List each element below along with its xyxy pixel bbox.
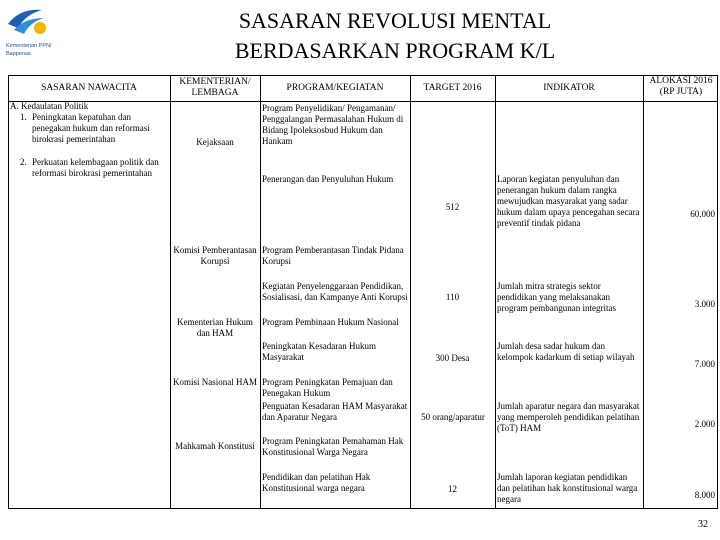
lembaga-komnasham: Komisi Nasional HAM — [173, 377, 257, 387]
indikator-item: Laporan kegiatan penyuluhan dan penerangan hukum dalam rangka mewujudkan masyarakat yang sadar hukum dalam upaya pencegahan secara preventif tindak pidana — [497, 174, 640, 228]
target-value: 512 — [445, 202, 460, 212]
page-number: 32 — [698, 519, 708, 530]
indikator-item: Jumlah desa sadar hukum dan kelompok kadarkum di setiap wilayah — [497, 341, 635, 362]
program-item: Program Pemberantasan Tindak Pidana Korupsi — [262, 245, 404, 266]
target-value: 12 — [448, 484, 457, 494]
program-item: Pendidikan dan pelatihan Hak Konstitusional warga negara — [262, 472, 371, 493]
alokasi-value: 7.000 — [694, 359, 715, 369]
sasaran-item-number: 2. — [20, 157, 27, 167]
sasaran-cell — [10, 101, 168, 179]
table-bottom-border — [8, 508, 718, 509]
sasaran-item-number: 1. — [20, 112, 27, 122]
sasaran-heading: A. Kedaulatan Politik — [10, 101, 89, 111]
program-item: Kegiatan Penyelenggaraan Pendidikan, Sosialisasi, dan Kampanye Anti Korupsi — [262, 281, 408, 302]
lembaga-mk: Mahkamah Konstitusi — [175, 441, 255, 451]
indikator-item: Jumlah laporan kegiatan pendidikan dan pelatihan hak konstitusional warga negara — [497, 472, 638, 504]
table-col-border — [8, 75, 9, 508]
indikator-item: Jumlah aparatur negara dan masyarakat yang memperoleh pendidikan pelatihan (ToT) HAM — [497, 401, 640, 433]
program-item: Peningkatan Kesadaran Hukum Masyarakat — [262, 341, 376, 362]
alokasi-value: 60.000 — [690, 209, 715, 219]
lembaga-kpk: Komisi Pemberantasan Korupsi — [173, 245, 257, 266]
header-sasaran: SASARAN NAWACITA — [41, 83, 137, 93]
table-col-border — [717, 75, 718, 508]
indikator-item: Jumlah mitra strategis sektor pendidikan yang melaksanakan program pembangunan integritas — [497, 281, 616, 313]
header-target: TARGET 2016 — [423, 83, 482, 93]
sasaran-item — [10, 157, 168, 179]
program-item: Program Penyelidikan/ Pengamanan/ Penggalangan Permasalahan Hukum di Bidang Ipoleksosbud Hukum dan Hankam — [262, 103, 404, 146]
table-top-border — [8, 75, 718, 76]
header-alokasi: ALOKASI 2016 (RP JUTA) — [649, 76, 713, 97]
sasaran-item-text: Peningkatan kepatuhan dan penegakan hukum dan reformasi birokrasi pemerintahan — [32, 112, 150, 144]
logo-text-line2: Bappenas — [6, 51, 31, 57]
table-col-border — [410, 75, 411, 508]
alokasi-value: 2.000 — [694, 419, 715, 429]
kementerian-logo — [4, 4, 84, 74]
bappenas-emblem-icon — [4, 4, 48, 38]
title-line-2: BERDASARKAN PROGRAM K/L — [234, 38, 556, 63]
program-item: Penguatan Kesadaran HAM Masyarakat dan Aparatur Negara — [262, 401, 408, 422]
header-indikator: INDIKATOR — [543, 83, 595, 93]
target-value: 110 — [445, 292, 460, 302]
title-line-1: SASARAN REVOLUSI MENTAL — [238, 8, 552, 33]
sasaran-item-text: Perkuatan kelembagaan politik dan reformasi birokrasi pemerintahan — [32, 157, 159, 178]
alokasi-value: 8.000 — [694, 490, 715, 500]
logo-text-line1: Kementerian PPN/ — [6, 43, 52, 49]
lembaga-kemenkumham: Kementerian Hukum dan HAM — [177, 317, 253, 338]
table-col-border — [495, 75, 496, 508]
target-value: 50 orang/aparatur — [421, 412, 485, 422]
page-title — [200, 6, 590, 66]
header-kementerian: KEMENTERIAN/ LEMBAGA — [179, 77, 251, 98]
table-col-border — [170, 75, 171, 508]
program-item: Program Pembinaan Hukum Nasional — [262, 317, 399, 327]
sasaran-item — [10, 112, 168, 145]
header-program: PROGRAM/KEGIATAN — [286, 83, 384, 93]
target-value: 300 Desa — [435, 353, 470, 363]
table-col-border — [260, 75, 261, 508]
alokasi-value: 3.000 — [694, 299, 715, 309]
program-item: Program Peningkatan Pemajuan dan Penegakan Hukum — [262, 377, 393, 398]
lembaga-kejaksaan: Kejaksaan — [196, 137, 234, 147]
program-item: Penerangan dan Penyuluhan Hukum — [262, 174, 394, 184]
program-item: Program Peningkatan Pemahaman Hak Konstitusional Warga Negara — [262, 436, 404, 457]
table-col-border — [643, 75, 644, 508]
